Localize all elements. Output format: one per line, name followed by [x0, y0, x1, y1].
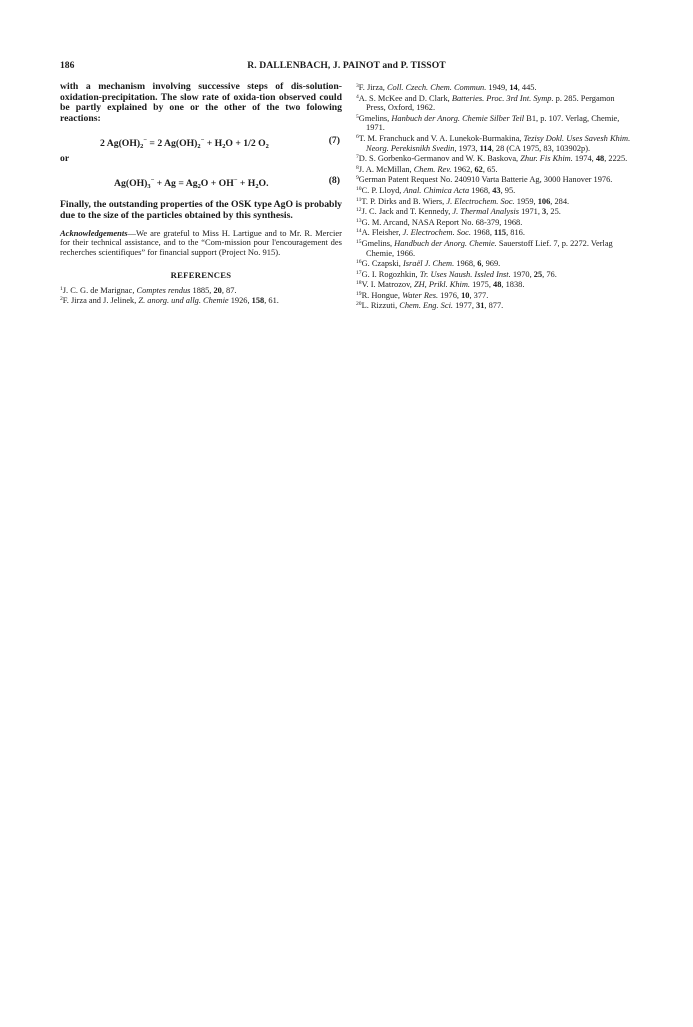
- references-title: REFERENCES: [170, 270, 232, 281]
- reference-item: $^1$J. C. G. de Marignac, Comptes rendus 1885, 20, 87.: [60, 285, 237, 295]
- equation-8: [60, 170, 342, 192]
- acknowledgements-lead: Acknowledgements: [60, 227, 128, 238]
- reference-item: $^{19}$R. Hongue, Water Res. 1976, 10, 377.: [356, 290, 489, 300]
- reference-item: $^5$Gmelins, Hanbuch der Anorg. Chemie Silber Teil B1, p. 107. Verlag, Chemie, 1971.: [356, 113, 620, 133]
- references-right: [356, 82, 634, 311]
- reference-item: $^{13}$G. M. Arcand, NASA Report No. 68-379, 1968.: [356, 217, 523, 227]
- reference-item: $^{15}$Gmelins, Handbuch der Anorg. Chemie. Sauerstoff Lief. 7, p. 2272. Verlag Chemie, 1966.: [356, 238, 613, 258]
- body-paragraph-1: with a mechanism involving successive steps of dis-solution-oxidation-precipitation. The slow rate of oxida-tion observed could be partly explained by one or the other of the two folowing reactions:: [60, 81, 342, 124]
- reference-item: $^6$T. M. Franchuck and V. A. Lunekok-Burmakina, Tezisy Dokl. Uses Savesh Khim. Neorg. Perekisnikh Svedin, 1973, 114, 28 (CA 1975, 83, 103902p).: [356, 133, 631, 153]
- reference-item: $^9$German Patent Request No. 240910 Varta Batterie Ag, 3000 Hanover 1976.: [356, 175, 613, 185]
- reference-item: $^3$F. Jirza, Coll. Czech. Chem. Commun. 1949, 14, 445.: [356, 83, 537, 92]
- equation-8-number: (8): [328, 175, 340, 187]
- reference-item: $^{16}$G. Czapski, Israël J. Chem. 1968, 6, 969.: [356, 259, 501, 269]
- reference-item: $^{14}$A. Fleisher, J. Electrochem. Soc. 1968, 115, 816.: [356, 228, 525, 238]
- reference-item: $^{10}$C. P. Lloyd, Anal. Chimica Acta 1968, 43, 95.: [356, 185, 516, 195]
- reference-item: $^{12}$J. C. Jack and T. Kennedy, J. Thermal Analysis 1971, 3, 25.: [356, 207, 561, 217]
- acknowledgements-text: —We are grateful to Miss H. Lartigue and to Mr. R. Mercier for their technical assistance, and to the “Com-mission pour l'encouragement des recherches scientifiques” for financial support (Project No. 915).: [60, 227, 342, 258]
- references-left: [60, 285, 342, 306]
- page-number: 186: [60, 60, 75, 71]
- equation-7-number: (7): [328, 135, 340, 147]
- right-column: [356, 82, 634, 311]
- left-column: [60, 82, 342, 306]
- equation-7-expression: 2 $Ag(OH)_2^- = 2$ $Ag(OH)_2^- + H_2O + 1/2$ $O_2$: [100, 137, 269, 151]
- acknowledgements: [60, 229, 342, 259]
- equation-7: [60, 130, 342, 152]
- reference-item: $^{20}$L. Rizzuti, Chem. Eng. Sci. 1977, 31, 877.: [356, 301, 504, 311]
- reference-item: $^2$F. Jirza and J. Jelinek, Z. anorg. und allg. Chemie 1926, 158, 61.: [60, 296, 279, 306]
- or-label: or: [60, 153, 70, 165]
- reference-item: $^{11}$T. P. Dirks and B. Wiers, J. Electrochem. Soc. 1959, 106, 284.: [356, 196, 570, 206]
- reference-item: $^{17}$G. I. Rogozhkin, Tr. Uses Naush. Issled Inst. 1970, 25, 76.: [356, 269, 557, 279]
- equation-8-expression: $Ag(OH)_3^- + Ag = Ag_2O + OH^- + H_2O$.: [114, 177, 269, 191]
- reference-item: $^7$D. S. Gorbenko-Germanov and W. K. Baskova, Zhur. Fis Khim. 1974, 48, 2225.: [356, 154, 628, 164]
- reference-item: $^{18}$V. I. Matrozov, ZH, Prikl. Khim. 1975, 48, 1838.: [356, 280, 525, 290]
- reference-item: $^8$J. A. McMillan, Chem. Rev. 1962, 62, 65.: [356, 164, 498, 174]
- body-paragraph-2: Finally, the outstanding properties of the OSK type AgO is probably due to the size of the particles obtained by this synthesis.: [60, 199, 342, 221]
- running-head: R. DALLENBACH, J. PAINOT and P. TISSOT: [247, 60, 446, 71]
- reference-item: $^4$A. S. McKee and D. Clark, Batteries. Proc. 3rd Int. Symp. p. 285. Pergamon Press, Oxford, 1962.: [356, 93, 615, 113]
- page-header: [60, 60, 633, 74]
